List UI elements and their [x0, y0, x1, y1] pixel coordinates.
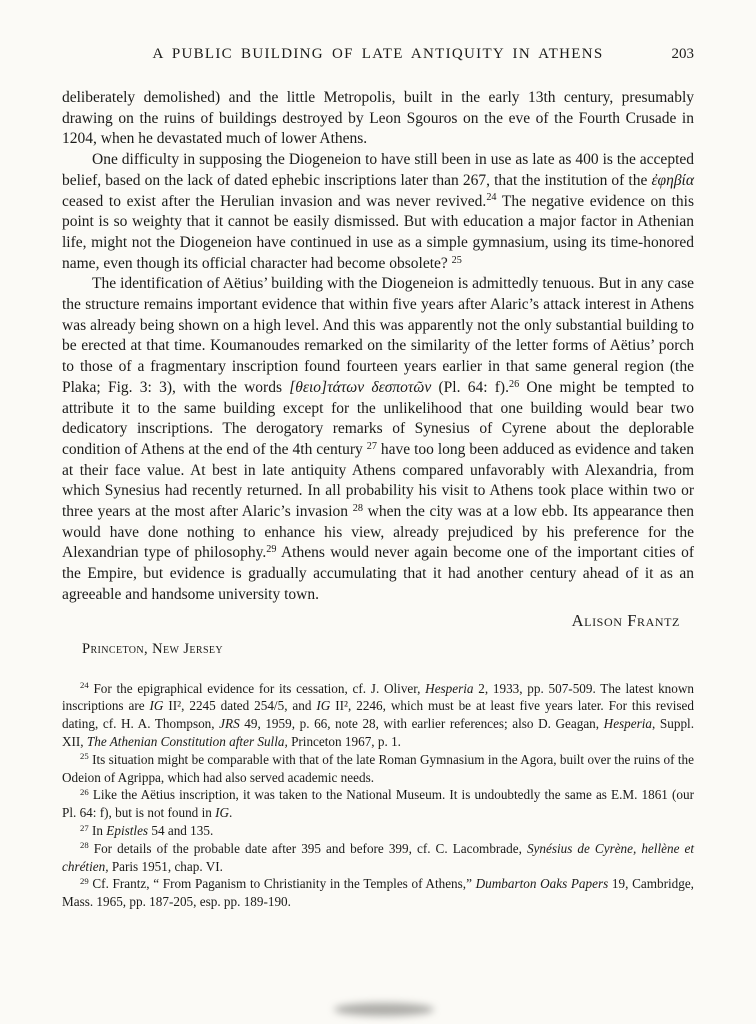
footnote-29: $^{29}$ Cf. Frantz, “ From Paganism to Christianity in the Temples of Athens,” Dumbarton Oaks Papers 19, Cambridge, Mass. 1965, pp. 187-205, esp. pp. 189-190. [62, 876, 694, 910]
running-head [62, 46, 694, 63]
body-paragraph-3: The identification of Aëtius’ building with the Diogeneion is admittedly tenuous. But in any case the structure remains important evidence that within five years after Alaric’s attack interest in Athens was already being shown on a high level. And this was apparently not the only substantial building to be erected at that time. Koumanoudes remarked on the similarity of the letter forms of Aëtius’ porch to those of a fragmentary inscription found fourteen years earlier in that same general region (the Plaka; Fig. 3: 3), with the words [θειο]τάτων δεσποτῶν (Pl. 64: f).$^{26}$ One might be tempted to attribute it to the same building except for the unlikelihood that one building would bear two dedicatory inscriptions. The derogatory remarks of Synesius of Cyrene about the deplorable condition of Athens at the end of the 4th century $^{27}$ have too long been adduced as evidence and taken at their face value. At best in late antiquity Athens compared unfavorably with Alexandria, from which Synesius had recently returned. In all probability his visit to Athens took place within two or three years at the most after Alaric’s invasion $^{28}$ when the city was at a low ebb. Its appearance then would have done nothing to enhance his view, already prejudiced by his preference for the Alexandrian type of philosophy.$^{29}$ Athens would never again become one of the important cities of the Empire, but evidence is gradually accumulating that it had another century ahead of it as an agreeable and handsome university town. [62, 275, 695, 603]
footnote-26: $^{26}$ Like the Aëtius inscription, it was taken to the National Museum. It is undoubtedly the same as E.M. 1861 (our Pl. 64: f), but is not found in IG. [62, 787, 694, 821]
article-body [62, 88, 694, 606]
body-paragraph-2: One difficulty in supposing the Diogeneion to have still been in use as late as 400 is the accepted belief, based on the lack of dated ephebic inscriptions later than 267, that the institution of the ἐφηβία ceased to exist after the Herulian invasion and was never revived.$^{24}$ The negative evidence on this point is so weighty that it cannot be easily dismissed. But with education a major factor in Athenian life, might not the Diogeneion have continued in use as a simple gymnasium, using its time-honored name, even though its official character had become obsolete? $^{25}$ [62, 151, 694, 272]
footnote-27: $^{27}$ In Epistles 54 and 135. [80, 822, 214, 838]
footnote-28: $^{28}$ For details of the probable date after 395 and before 399, cf. C. Lacombrade, Synésius de Cyrène, hellène et chrétien, Paris 1951, chap. VI. [62, 840, 694, 874]
author-affiliation: Princeton, New Jersey [82, 640, 224, 657]
footnote-25: $^{25}$ Its situation might be comparable with that of the late Roman Gymnasium in the Agora, built over the ruins of the Odeion of Agrippa, which had also served academic needs. [62, 751, 694, 785]
author-signature: Alison Frantz [571, 610, 680, 630]
running-head-title: A PUBLIC BUILDING OF LATE ANTIQUITY IN ATHENS [152, 46, 604, 62]
footnote-24: $^{24}$ For the epigraphical evidence for its cessation, cf. J. Oliver, Hesperia 2, 1933, pp. 507-509. The latest known inscriptions are IG II², 2245 dated 254/5, and IG II², 2246, which must be at least five years later. For this revised dating, cf. H. A. Thompson, JRS 49, 1959, p. 66, note 28, with earlier references; also D. Geagan, Hesperia, Suppl. XII, The Athenian Constitution after Sulla, Princeton 1967, p. 1. [62, 680, 694, 749]
body-paragraph-1: deliberately demolished) and the little Metropolis, built in the early 13th century, presumably drawing on the ruins of buildings destroyed by Leon Sgouros on the eve of the Fourth Crusade in 1204, when he devastated much of lower Athens. [62, 89, 694, 148]
scan-artifact [334, 1003, 434, 1016]
page-number: 203 [671, 46, 694, 62]
footnotes-block [62, 680, 694, 911]
